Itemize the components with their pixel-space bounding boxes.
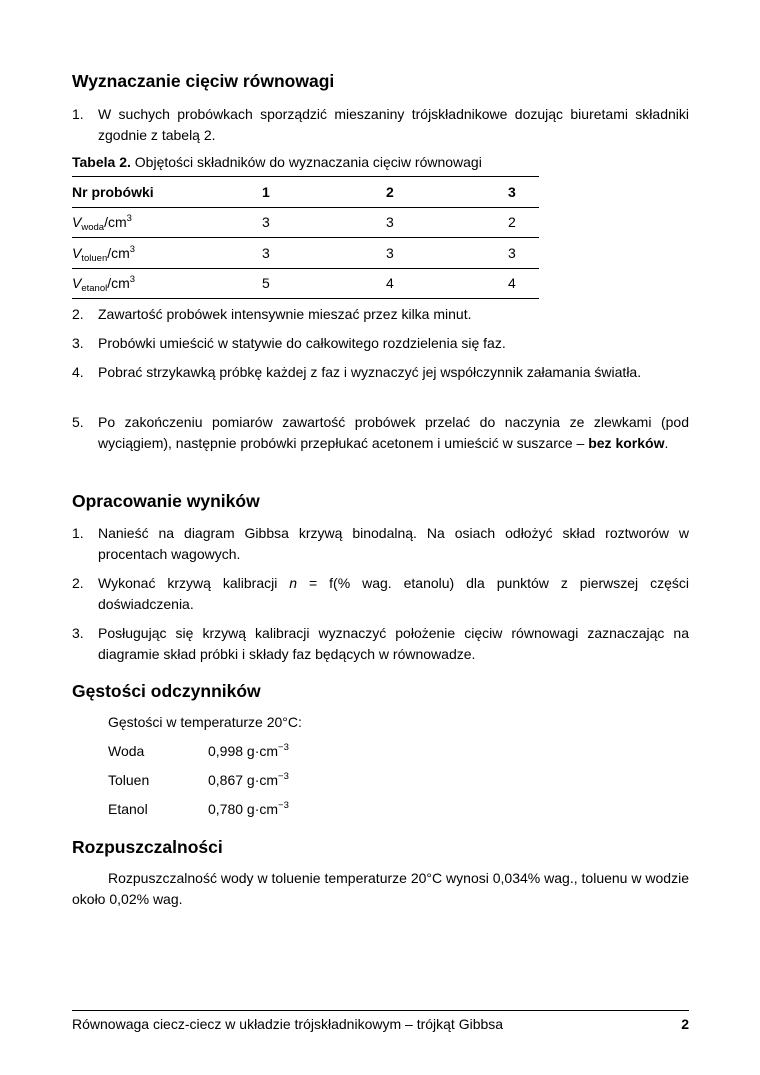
table-cell: 3 xyxy=(262,238,386,269)
densities-intro: Gęstości w temperaturze 20°C: xyxy=(108,714,302,730)
table-cell: 2 xyxy=(508,207,539,238)
list-item xyxy=(72,523,689,565)
density-name: Etanol xyxy=(108,801,148,817)
table-cell: 3 xyxy=(508,238,539,269)
row-label: $V_{etanol}/cm^3$ xyxy=(72,268,262,299)
list-number: 2. xyxy=(72,306,84,322)
list-number: 3. xyxy=(72,335,84,351)
list-number: 1. xyxy=(72,106,84,122)
density-name: Toluen xyxy=(108,772,150,788)
list-item xyxy=(72,104,689,146)
row-label: $V_{woda}/cm^3$ xyxy=(72,207,262,238)
list-number: 1. xyxy=(72,525,84,541)
table-cell: 5 xyxy=(262,268,386,299)
table-header-row xyxy=(72,177,539,208)
density-name: Woda xyxy=(108,743,145,759)
list-text: Posługując się krzywą kalibracji wyznaczyć położenie cięciw równowagi zaznaczając na diagramie skład próbki i składy faz będących w równowadze. xyxy=(98,625,689,662)
row-label: $V_{toluen}/cm^3$ xyxy=(72,238,262,269)
section-heading-results: Opracowanie wyników xyxy=(72,491,260,511)
table-row xyxy=(72,207,539,238)
density-value: 0,998 $g\cdot cm^{-3}$ xyxy=(208,742,289,759)
table-header-cell: Nr probówki xyxy=(72,177,262,208)
list-item xyxy=(72,623,689,665)
table-row xyxy=(72,268,539,299)
list-number: 2. xyxy=(72,575,84,591)
solubility-paragraph: Rozpuszczalność wody w toluenie temperaturze 20°C wynosi 0,034% wag., toluenu w wodzie około 0,02% wag. xyxy=(72,870,689,907)
section-heading-equilibrium: Wyznaczanie cięciw równowagi xyxy=(72,71,335,91)
list-text: Wykonać krzywą kalibracji n = f(% wag. etanolu) dla punktów z pierwszej części doświadczenia. xyxy=(98,575,689,612)
table-cell: 3 xyxy=(386,207,508,238)
table-header-cell: 3 xyxy=(508,177,539,208)
footer-divider xyxy=(72,1010,689,1011)
density-value: 0,867 $g\cdot cm^{-3}$ xyxy=(208,771,289,788)
list-number: 5. xyxy=(72,414,84,430)
emphasis-no-corks: bez korków xyxy=(588,435,665,451)
page-number: 2 xyxy=(681,1016,689,1032)
list-text: Pobrać strzykawką próbkę każdej z faz i wyznaczyć jej współczynnik załamania światła. xyxy=(98,364,642,380)
table-caption-label: Tabela 2. xyxy=(72,154,131,170)
list-text: Po zakończeniu pomiarów zawartość probówek przelać do naczynia ze zlewkami (pod wyciągiem), następnie probówki przepłukać acetonem i umieścić w suszarce – bez korków. xyxy=(98,414,689,451)
list-item xyxy=(72,333,689,354)
list-number: 4. xyxy=(72,364,84,380)
list-text: Nanieść na diagram Gibbsa krzywą binodalną. Na osiach odłożyć skład roztworów w procentach wagowych. xyxy=(98,525,689,562)
volumes-table xyxy=(72,176,539,299)
table-cell: 3 xyxy=(262,207,386,238)
list-item xyxy=(72,304,689,325)
list-item xyxy=(72,573,689,615)
table-cell: 4 xyxy=(508,268,539,299)
list-text: W suchych probówkach sporządzić mieszaniny trójskładnikowe dozując biuretami składniki zgodnie z tabelą 2. xyxy=(98,106,689,143)
list-number: 3. xyxy=(72,625,84,641)
list-text: Zawartość probówek intensywnie mieszać przez kilka minut. xyxy=(98,306,472,322)
document-page xyxy=(72,0,689,1075)
section-heading-densities: Gęstości odczynników xyxy=(72,681,261,701)
table-caption xyxy=(72,152,482,173)
list-item xyxy=(72,412,689,454)
footer-title: Równowaga ciecz-ciecz w układzie trójskładnikowym – trójkąt Gibbsa xyxy=(72,1016,504,1032)
table-header-cell: 1 xyxy=(262,177,386,208)
list-text: Probówki umieścić w statywie do całkowitego rozdzielenia się faz. xyxy=(98,335,506,351)
table-cell: 4 xyxy=(386,268,508,299)
table-caption-text: Objętości składników do wyznaczania cięciw równowagi xyxy=(130,154,482,170)
list-item xyxy=(72,362,689,383)
table-header-cell: 2 xyxy=(386,177,508,208)
density-value: 0,780 $g\cdot cm^{-3}$ xyxy=(208,800,289,817)
table-row xyxy=(72,238,539,269)
table-cell: 3 xyxy=(386,238,508,269)
section-heading-solubility: Rozpuszczalności xyxy=(72,837,223,857)
